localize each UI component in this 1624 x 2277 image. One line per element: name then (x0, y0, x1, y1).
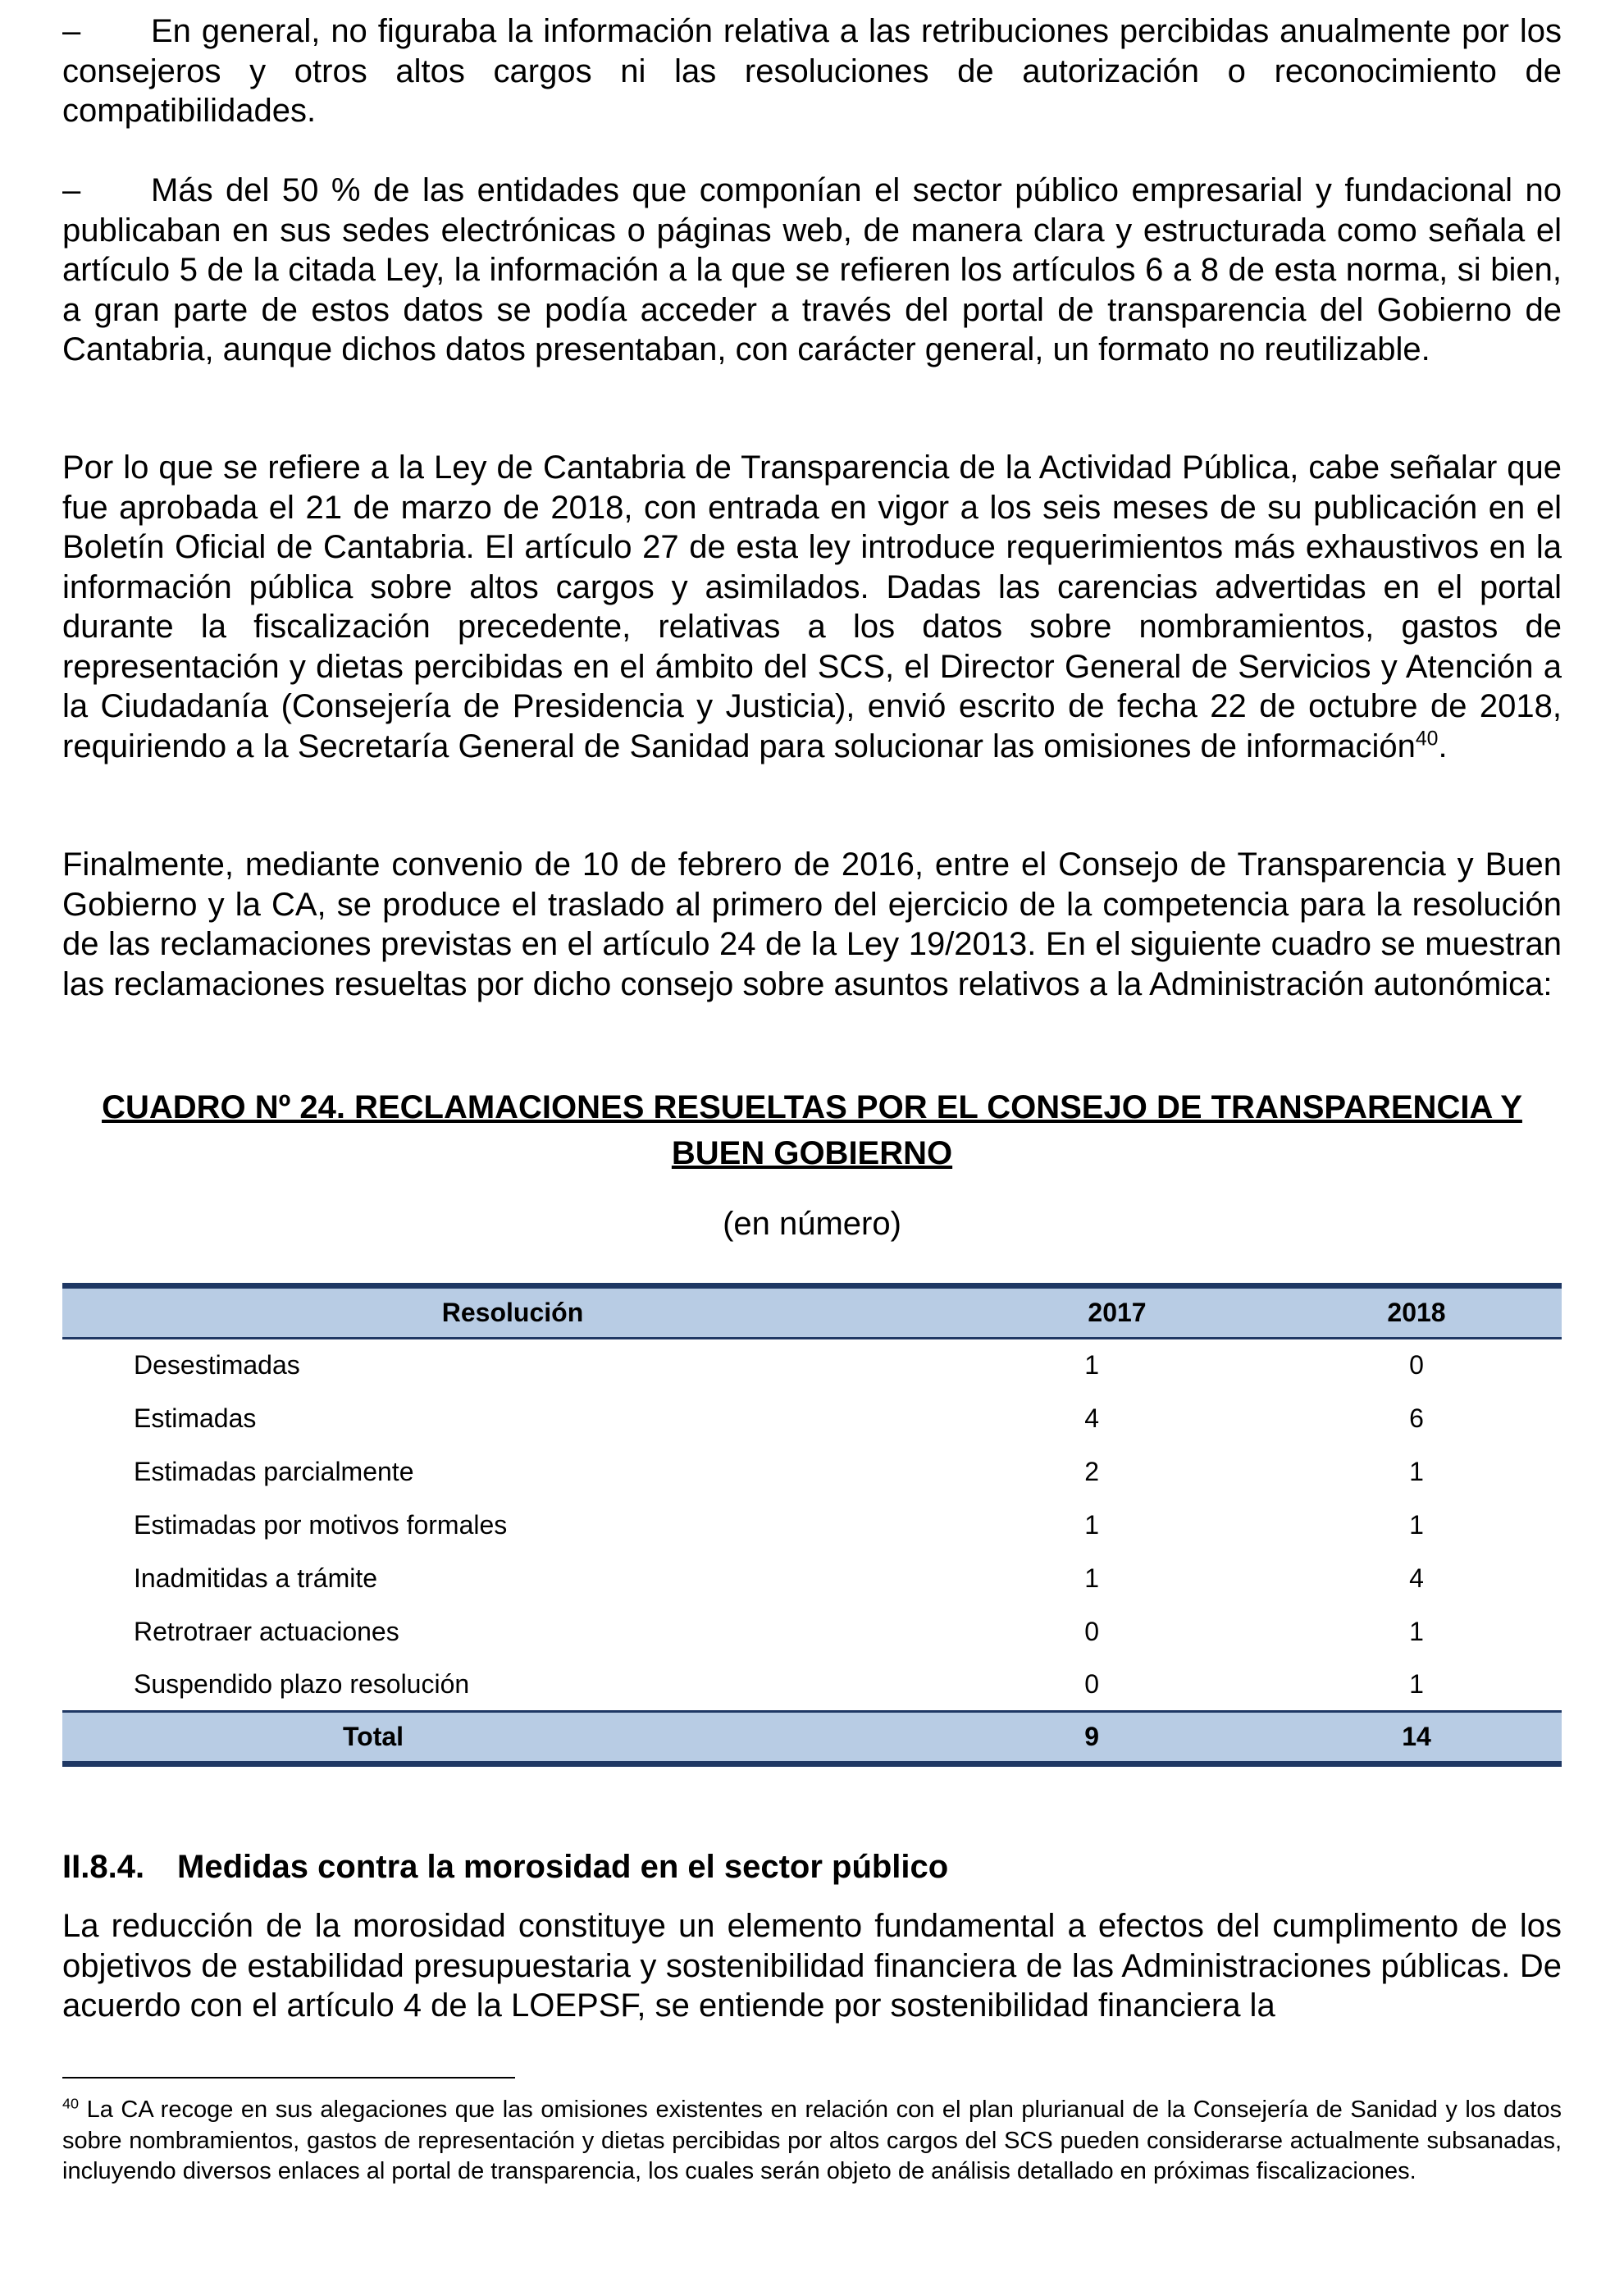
total-2018: 14 (1271, 1712, 1562, 1764)
value-2018: 1 (1409, 1509, 1424, 1540)
row-label: Retrotraer actuaciones (134, 1616, 399, 1646)
table-units: (en número) (723, 1206, 901, 1242)
table-row (62, 1445, 1562, 1499)
value-2017: 0 (1084, 1616, 1099, 1646)
table-header-row (62, 1286, 1562, 1339)
value-2018: 1 (1409, 1456, 1424, 1486)
value-2018: 6 (1409, 1403, 1424, 1433)
paragraph-ley-cantabria (62, 448, 1562, 766)
bullet-paragraph-sector-publico (62, 171, 1562, 370)
row-label: Suspendido plazo resolución (134, 1668, 470, 1699)
paragraph-convenio (62, 845, 1562, 1004)
paragraph-morosidad (62, 1906, 1562, 2026)
table-title-line-1: CUADRO Nº 24. RECLAMACIONES RESUELTAS POR EL CONSEJO DE TRANSPARENCIA Y (102, 1089, 1522, 1125)
table-row (62, 1392, 1562, 1445)
table-title (62, 1084, 1562, 1176)
value-2017: 4 (1084, 1403, 1099, 1433)
footnote (62, 2095, 1562, 2188)
paragraph-text: Finalmente, mediante convenio de 10 de febrero de 2016, entre el Consejo de Transparencia y Buen Gobierno y la CA, se produce el traslado al primero del ejercicio de la competencia para la resolución de las reclamaciones previstas en el artículo 24 de la Ley 19/2013. En el siguiente cuadro se muestran las reclamaciones resueltas por dicho consejo sobre asuntos relativos a la Administración autonómica: (62, 846, 1562, 1002)
table-title-line-2: BUEN GOBIERNO (671, 1135, 953, 1171)
table-row (62, 1499, 1562, 1552)
row-label: Estimadas por motivos formales (134, 1509, 508, 1540)
bullet-dash: – (62, 172, 81, 208)
paragraph-text: Más del 50 % de las entidades que componían el sector público empresarial y fundacional no publicaban en sus sedes electrónicas o páginas web, de manera clara y estructurada como señala el artículo 5 de la citada Ley, la información a la que se refieren los artículos 6 a 8 de esta norma, si bien, a gran parte de estos datos se podía acceder a través del portal de transparencia del Gobierno de Cantabria, aunque dichos datos presentaban, con carácter general, un formato no reutilizable. (62, 172, 1562, 367)
paragraph-text: En general, no figuraba la información relativa a las retribuciones percibidas anualmente por los consejeros y otros altos cargos ni las resoluciones de autorización o reconocimiento de compatibilidades. (62, 13, 1562, 129)
table-total-row (62, 1712, 1562, 1764)
bullet-dash: – (62, 13, 81, 49)
footnote-number: 40 (62, 2095, 79, 2112)
footnote-separator (62, 2077, 515, 2079)
value-2018: 1 (1409, 1668, 1424, 1699)
paragraph-end: . (1438, 728, 1448, 764)
row-label: Inadmitidas a trámite (134, 1563, 378, 1593)
paragraph-text: Por lo que se refiere a la Ley de Cantabria de Transparencia de la Actividad Pública, cabe señalar que fue aprobada el 21 de marzo de 2018, con entrada en vigor a los seis meses de su publicación en el Boletín Oficial de Cantabria. El artículo 27 de esta ley introduce requerimientos más exhaustivos en la información pública sobre altos cargos y asimilados. Dadas las carencias advertidas en el portal durante la fiscalización precedente, relativas a los datos sobre nombramientos, gastos de representación y dietas percibidas en el ámbito del SCS, el Director General de Servicios y Atención a la Ciudadanía (Consejería de Presidencia y Justicia), envió escrito de fecha 22 de octubre de 2018, requiriendo a la Secretaría General de Sanidad para solucionar las omisiones de información (62, 449, 1562, 764)
value-2017: 1 (1084, 1509, 1099, 1540)
section-title: Medidas contra la morosidad en el sector público (177, 1849, 949, 1885)
table-row (62, 1339, 1562, 1392)
header-resolucion: Resolución (62, 1286, 963, 1339)
row-label: Desestimadas (134, 1350, 300, 1380)
table-row (62, 1605, 1562, 1659)
footnote-reference[interactable]: 40 (1415, 728, 1439, 751)
bullet-paragraph-retribuciones (62, 11, 1562, 131)
section-number: II.8.4. (62, 1849, 145, 1885)
header-2017: 2017 (963, 1286, 1271, 1339)
value-2018: 4 (1409, 1563, 1424, 1593)
value-2017: 1 (1084, 1563, 1099, 1593)
row-label: Estimadas parcialmente (134, 1456, 414, 1486)
total-label: Total (62, 1712, 963, 1764)
value-2017: 1 (1084, 1350, 1099, 1380)
value-2018: 1 (1409, 1616, 1424, 1646)
reclamaciones-table (62, 1283, 1562, 1767)
value-2017: 0 (1084, 1668, 1099, 1699)
row-label: Estimadas (134, 1403, 257, 1433)
header-2018: 2018 (1271, 1286, 1562, 1339)
table-row (62, 1659, 1562, 1712)
paragraph-text: La reducción de la morosidad constituye un elemento fundamental a efectos del cumplimento de los objetivos de estabilidad presupuestaria y sostenibilidad financiera de las Administraciones públicas. De acuerdo con el artículo 4 de la LOEPSF, se entiende por sostenibilidad financiera la (62, 1908, 1562, 2024)
table-row (62, 1552, 1562, 1605)
value-2018: 0 (1409, 1350, 1424, 1380)
total-2017: 9 (963, 1712, 1271, 1764)
section-heading (62, 1847, 948, 1887)
value-2017: 2 (1084, 1456, 1099, 1486)
footnote-text: La CA recoge en sus alegaciones que las omisiones existentes en relación con el plan plurianual de la Consejería de Sanidad y los datos sobre nombramientos, gastos de representación y dietas percibidas por altos cargos del SCS pueden considerarse actualmente subsanadas, incluyendo diversos enlaces al portal de transparencia, los cuales serán objeto de análisis detallado en próximas fiscalizaciones. (62, 2097, 1562, 2184)
